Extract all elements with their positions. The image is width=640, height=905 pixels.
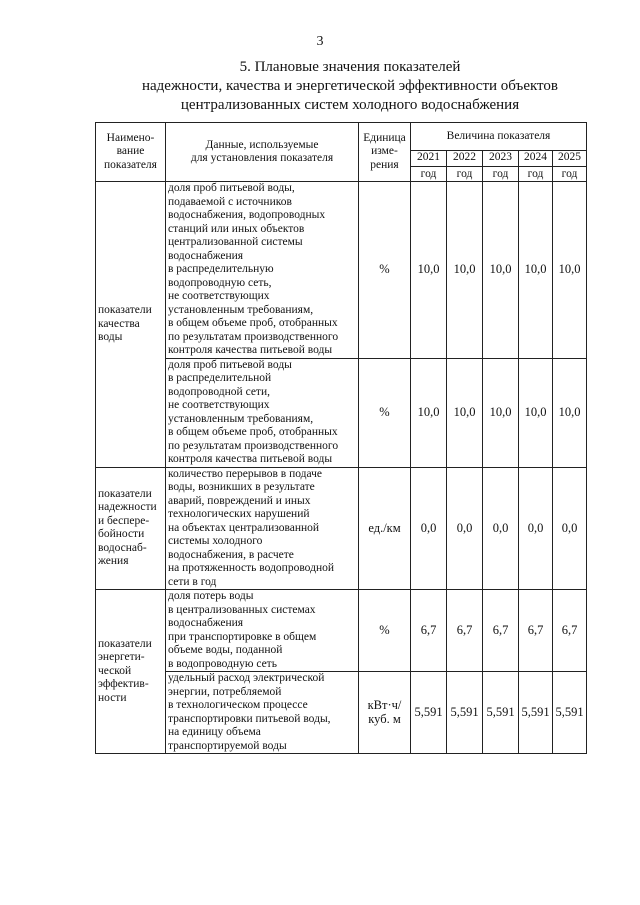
- indicator-value: 5,591: [411, 672, 447, 754]
- table-row: [96, 358, 587, 467]
- indicator-data: доля проб питьевой воды, подаваемой с источников водоснабжения, водопроводных станций или иных объектов централизованной системы водоснабжения в распределительную водопроводную сеть, не соответствующих установленным требованиям, в общем объеме проб, отобранных по результатам производственного контроля качества питьевой воды: [166, 182, 359, 359]
- indicator-value: 6,7: [447, 590, 483, 672]
- indicator-value: 0,0: [553, 467, 587, 590]
- table-row: [96, 672, 587, 754]
- indicator-value: 0,0: [411, 467, 447, 590]
- indicator-data: количество перерывов в подаче воды, возникших в результате аварий, повреждений и иных технологических нарушений на объектах централизованной системы холодного водоснабжения, в расчете на протяженность водопроводной сети в год: [166, 467, 359, 590]
- header-year: 2025 год: [553, 151, 587, 182]
- indicator-name: показатели качества воды: [96, 182, 166, 468]
- header-year: 2022 год: [447, 151, 483, 182]
- indicator-value: 10,0: [411, 182, 447, 359]
- indicator-value: 0,0: [483, 467, 519, 590]
- indicator-value: 0,0: [519, 467, 553, 590]
- indicator-unit: %: [359, 590, 411, 672]
- indicator-value: 5,591: [483, 672, 519, 754]
- table-row: [96, 182, 587, 359]
- indicator-unit: ед./км: [359, 467, 411, 590]
- title-line: централизованных систем холодного водоснабжения: [180, 97, 520, 113]
- indicator-value: 5,591: [553, 672, 587, 754]
- header-value-group: Величина показателя: [411, 123, 587, 151]
- indicator-value: 10,0: [483, 358, 519, 467]
- header-unit: Единица изме- рения: [359, 123, 411, 182]
- indicator-value: 0,0: [447, 467, 483, 590]
- indicator-value: 10,0: [519, 182, 553, 359]
- header-year: 2023 год: [483, 151, 519, 182]
- header-data: Данные, используемые для установления показателя: [166, 123, 359, 182]
- indicator-value: 5,591: [447, 672, 483, 754]
- indicator-value: 10,0: [553, 358, 587, 467]
- page-title: [90, 58, 610, 115]
- indicator-unit: %: [359, 358, 411, 467]
- indicator-value: 6,7: [553, 590, 587, 672]
- indicator-data: доля проб питьевой воды в распределительной водопроводной сети, не соответствующих установленным требованиям, в общем объеме проб, отобранных по результатам производственного контроля качества питьевой воды: [166, 358, 359, 467]
- header-year: 2021 год: [411, 151, 447, 182]
- title-line: надежности, качества и энергетической эффективности объектов: [141, 78, 558, 94]
- page-number: 3: [316, 34, 324, 49]
- indicator-value: 6,7: [483, 590, 519, 672]
- table-row: [96, 467, 587, 590]
- indicator-value: 10,0: [447, 182, 483, 359]
- title-line: 5. Плановые значения показателей: [239, 59, 461, 75]
- indicator-value: 10,0: [519, 358, 553, 467]
- indicator-value: 10,0: [483, 182, 519, 359]
- indicator-data: удельный расход электрической энергии, потребляемой в технологическом процессе транспортировки питьевой воды, на единицу объема транспортируемой воды: [166, 672, 359, 754]
- indicator-value: 10,0: [447, 358, 483, 467]
- indicator-value: 10,0: [411, 358, 447, 467]
- indicator-unit: %: [359, 182, 411, 359]
- indicator-value: 6,7: [411, 590, 447, 672]
- indicator-value: 6,7: [519, 590, 553, 672]
- indicator-name: показатели энергети- ческой эффектив- ности: [96, 590, 166, 754]
- indicator-value: 10,0: [553, 182, 587, 359]
- indicator-name: показатели надежности и беспере- бойности водоснаб- жения: [96, 467, 166, 590]
- indicator-data: доля потерь воды в централизованных системах водоснабжения при транспортировке в общем объеме воды, поданной в водопроводную сеть: [166, 590, 359, 672]
- table-row: [96, 590, 587, 672]
- indicators-table: [95, 122, 587, 754]
- indicator-unit: кВт·ч/ куб. м: [359, 672, 411, 754]
- header-year: 2024 год: [519, 151, 553, 182]
- indicator-value: 5,591: [519, 672, 553, 754]
- header-name: Наимено- вание показателя: [96, 123, 166, 182]
